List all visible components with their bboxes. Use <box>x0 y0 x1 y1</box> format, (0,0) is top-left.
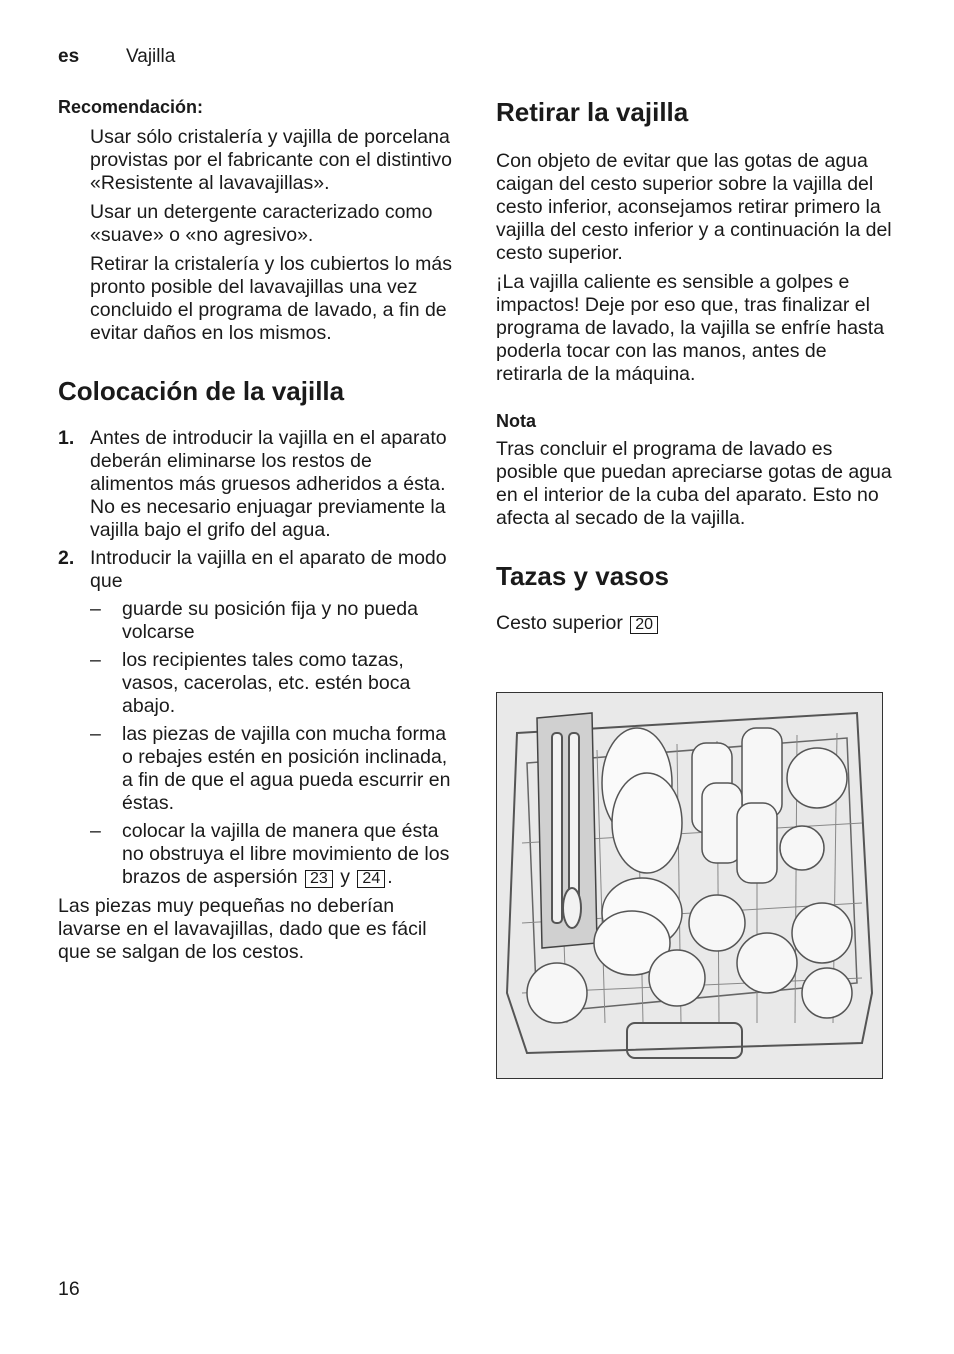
dash-text: guarde su posición fija y no pueda volcarse <box>122 598 418 643</box>
upper-basket-illustration <box>496 692 883 1079</box>
recommendation-label: Recomendación: <box>58 97 204 117</box>
step-text: Antes de introducir la vajilla en el aparato deberán eliminarse los restos de alimentos más gruesos adheridos a ésta. No es necesario enjuagar previamente la vajilla bajo el grifo del agua. <box>90 427 447 541</box>
dash-item <box>58 820 458 889</box>
caption-text: Cesto superior <box>496 612 623 634</box>
page-header <box>58 46 176 68</box>
reference-box: 24 <box>357 870 385 888</box>
closing-paragraph: Las piezas muy pequeñas no deberían lavarse en el lavavajillas, dado que es fácil que se salgan de los cestos. <box>58 895 427 963</box>
step-number: 2. <box>58 547 75 569</box>
dash-item <box>58 723 458 815</box>
recommendation-paragraph: Usar un detergente caracterizado como «suave» o «no agresivo». <box>90 201 433 246</box>
page-number: 16 <box>58 1278 80 1300</box>
reference-box: 20 <box>630 616 658 634</box>
conjunction: y <box>340 866 350 888</box>
step-item <box>58 427 458 542</box>
dash-item <box>58 598 458 644</box>
section-name: Vajilla <box>126 46 176 67</box>
dash-text: los recipientes tales como tazas, vasos, cacerolas, etc. estén boca abajo. <box>122 649 411 717</box>
reference-box: 23 <box>305 870 333 888</box>
placement-heading: Colocación de la vajilla <box>58 376 345 406</box>
remove-heading: Retirar la vajilla <box>496 97 689 127</box>
recommendation-paragraph: Retirar la cristalería y los cubiertos lo más pronto posible del lavavajillas una vez concluido el programa de lavado, a fin de evitar daños en los mismos. <box>90 253 452 344</box>
language-code: es <box>58 46 80 67</box>
figure-caption <box>496 612 896 635</box>
step-text: Introducir la vajilla en el aparato de modo que <box>90 547 447 592</box>
dash-item <box>58 649 458 718</box>
step-item <box>58 547 458 593</box>
dash-bullet: – <box>90 598 101 620</box>
step-number: 1. <box>58 427 75 449</box>
note-label: Nota <box>496 411 536 431</box>
dash-bullet: – <box>90 820 101 842</box>
remove-paragraph: Con objeto de evitar que las gotas de agua caigan del cesto superior sobre la vajilla del cesto inferior, aconsejamos retirar primero la vajilla del cesto inferior y a continuación la del cesto superior. <box>496 150 892 264</box>
right-column <box>496 96 896 641</box>
basket-drawing <box>497 693 882 1078</box>
cups-heading: Tazas y vasos <box>496 561 669 591</box>
note-text: Tras concluir el programa de lavado es posible que puedan apreciarse gotas de agua en el interior de la cuba del aparato. Esto no afecta al secado de la vajilla. <box>496 438 892 529</box>
remove-paragraph: ¡La vajilla caliente es sensible a golpes e impactos! Deje por eso que, tras finalizar el programa de lavado, la vajilla se enfríe hasta poderla tocar con las manos, antes de retirarla de la máquina. <box>496 271 885 385</box>
dash-bullet: – <box>90 723 101 745</box>
left-column <box>58 96 458 970</box>
recommendation-paragraph: Usar sólo cristalería y vajilla de porcelana provistas por el fabricante con el distintivo «Resistente al lavavajillas». <box>90 126 453 194</box>
period: . <box>387 866 393 888</box>
dash-text: las piezas de vajilla con mucha forma o rebajes estén en posición inclinada, a fin de que el agua pueda escurrir en éstas. <box>122 723 451 814</box>
dash-text: colocar la vajilla de manera que ésta no obstruya el libre movimiento de los brazos de aspersión <box>122 820 450 888</box>
dash-bullet: – <box>90 649 101 671</box>
